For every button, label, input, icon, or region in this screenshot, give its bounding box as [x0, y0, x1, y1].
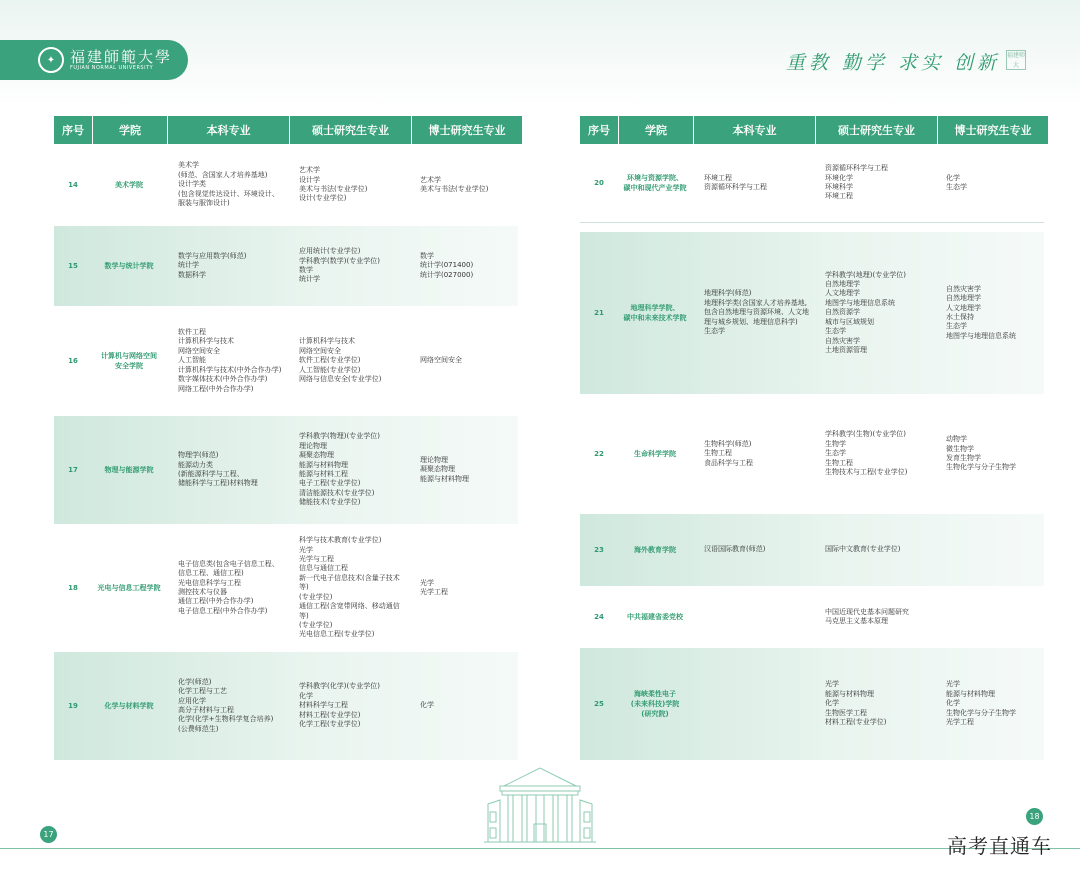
major-item: 数字媒体技术(中外合作办学): [178, 375, 268, 384]
table-row: [580, 144, 1044, 223]
major-item: 理与城乡规划、地理信息科学): [704, 317, 798, 326]
major-item: 学科教学(数学)(专业学位): [299, 256, 380, 265]
major-item: 生态学: [946, 183, 967, 191]
masters-majors-list: [287, 524, 408, 652]
row-seq-number: 25: [594, 700, 604, 708]
major-item: 国际中文教育(专业学位): [825, 545, 901, 554]
major-item: 学科教学(物理)(专业学位): [299, 432, 380, 441]
masters-majors-list: [813, 586, 934, 648]
major-item: 艺术学: [299, 166, 320, 175]
major-item: 美术与书法(专业学位): [299, 185, 368, 193]
col-header-masters: 硕士研究生专业: [290, 116, 412, 144]
doctoral-majors-list: [934, 586, 1044, 648]
major-item: 化学工程与工艺: [178, 687, 227, 696]
col-header-college: 学院: [619, 116, 694, 144]
col-header-doctoral: 博士研究生专业: [412, 116, 522, 144]
college-name-line: (研究院): [641, 710, 669, 718]
major-item: 自然地理学: [825, 280, 860, 289]
row-seq-number: 17: [68, 466, 78, 474]
row-college-name: [92, 226, 166, 306]
major-item: 清洁能源技术(专业学位): [299, 488, 375, 497]
doctoral-majors-list: [408, 144, 518, 226]
major-item: 生物医学工程: [825, 708, 867, 717]
major-item: 新一代电子信息技术(含量子技术等): [299, 573, 400, 592]
row-college-name: [618, 144, 692, 222]
row-seq-number: 19: [68, 702, 78, 710]
table-row: [54, 306, 518, 417]
table-header: [580, 116, 1044, 144]
undergrad-majors-list: [166, 144, 287, 226]
table-row: [580, 514, 1044, 586]
majors-table-left: [54, 116, 518, 733]
college-name-line: 数学与统计学院: [104, 262, 154, 270]
major-item: 人文地理学: [825, 289, 860, 298]
major-item: 计算机科学与技术: [178, 337, 234, 346]
doctoral-majors-list: [934, 514, 1044, 586]
major-item: 人文地理学: [946, 303, 981, 312]
row-seq-number: 23: [594, 546, 604, 554]
major-item: 通信工程(含宽带网络、移动通信等): [299, 602, 400, 620]
masters-majors-list: [813, 232, 934, 394]
major-item: 生物学: [825, 439, 846, 448]
major-item: 学科教学(化学)(专业学位): [299, 682, 380, 691]
masters-majors-list: [287, 144, 408, 226]
doctoral-majors-list: [408, 226, 518, 306]
row-seq-number: 20: [594, 179, 604, 187]
row-college-name: [92, 416, 166, 524]
building-illustration: [484, 764, 596, 848]
col-header-college: 学院: [93, 116, 168, 144]
major-item: 网络空间安全: [420, 356, 462, 365]
major-item: 能源与材料物理: [946, 689, 995, 698]
major-item: (包含视觉传达设计、环境设计、: [178, 189, 279, 198]
major-item: 能源与材料物理: [420, 474, 469, 483]
college-name-line: 环境与资源学院、: [627, 174, 683, 182]
college-name-line: 光电与信息工程学院: [97, 584, 161, 592]
college-name-line: 化学与材料学院: [104, 702, 154, 710]
major-item: 生态学: [825, 449, 846, 458]
college-name-line: 地理科学学院、: [630, 304, 680, 312]
table-row: [54, 652, 518, 760]
major-item: 信息与通信工程: [299, 564, 348, 573]
masters-majors-list: [813, 144, 934, 222]
major-item: 光学: [299, 545, 313, 554]
undergrad-majors-list: [692, 394, 813, 514]
major-item: 凝聚态物理: [420, 465, 455, 474]
major-item: 发育生物学: [946, 454, 981, 462]
major-item: 光学: [825, 680, 839, 689]
major-item: 光学: [946, 680, 960, 689]
major-item: (专业学位): [299, 592, 333, 601]
major-item: 能源与材料物理: [825, 689, 874, 698]
major-item: 化学(化学+生物科学复合培养): [178, 715, 274, 724]
major-item: 美术学: [178, 161, 199, 170]
major-item: 材料工程(专业学位): [825, 718, 887, 727]
table-row: [54, 524, 518, 653]
major-item: 网络与信息安全(专业学位): [299, 375, 382, 384]
row-college-name: [92, 144, 166, 226]
col-header-masters: 硕士研究生专业: [816, 116, 938, 144]
major-item: 网络空间安全: [178, 346, 220, 355]
undergrad-majors-list: [692, 144, 813, 222]
major-item: (公费师范生): [178, 724, 219, 733]
major-item: (专业学位): [299, 620, 333, 629]
majors-table-right: [580, 116, 1044, 727]
doctoral-majors-list: [934, 232, 1044, 394]
major-item: 通信工程(中外合作办学): [178, 597, 254, 606]
college-name-line: 物理与能源学院: [104, 466, 154, 474]
doctoral-majors-list: [408, 416, 518, 524]
major-item: 土地资源管理: [825, 345, 867, 354]
row-college-name: [618, 232, 692, 394]
table-row: [580, 586, 1044, 649]
footer-divider: [0, 848, 1080, 849]
major-item: 软件工程(专业学位): [299, 356, 361, 365]
page-number-left: 17: [40, 826, 57, 843]
major-item: (师范、含国家人才培养基地): [178, 170, 268, 179]
major-item: 美术与书法(专业学位): [420, 185, 489, 193]
major-item: 学科教学(地理)(专业学位): [825, 270, 906, 279]
major-item: 高分子材料与工程: [178, 706, 234, 714]
row-college-name: [92, 306, 166, 416]
row-college-name: [618, 586, 692, 648]
row-college-name: [618, 514, 692, 586]
major-item: (新能源科学与工程、: [178, 470, 244, 478]
row-seq-number: 15: [68, 262, 78, 270]
major-item: 生物化学与分子生物学: [946, 708, 1016, 717]
row-college-name: [92, 652, 166, 760]
undergrad-majors-list: [692, 586, 813, 648]
major-item: 计算机科学与技术(中外合作办学): [178, 365, 282, 374]
major-item: 设计(专业学位): [299, 194, 347, 203]
college-name-line: 美术学院: [115, 181, 143, 189]
major-item: 环境工程: [825, 192, 853, 201]
major-item: 艺术学: [420, 175, 441, 184]
major-item: 生态学: [704, 327, 725, 336]
undergrad-majors-list: [166, 652, 287, 760]
row-seq-number: 21: [594, 309, 604, 317]
college-name-line: 计算机与网络空间: [101, 352, 157, 360]
major-item: 电子工程(专业学位): [299, 479, 361, 488]
major-item: 化学: [946, 699, 960, 708]
major-item: 环境科学: [825, 183, 853, 191]
row-college-name: [92, 524, 166, 652]
major-item: 人工智能(专业学位): [299, 365, 361, 374]
major-item: 自然地理学: [946, 294, 981, 303]
major-item: 自然资源学: [825, 308, 860, 317]
major-item: 光电信息工程(专业学位): [299, 630, 375, 639]
major-item: 生物技术与工程(专业学位): [825, 468, 908, 477]
major-item: 能源与材料物理: [299, 460, 348, 469]
major-item: 地图学与地理信息系统: [946, 331, 1016, 340]
undergrad-majors-list: [692, 648, 813, 760]
major-item: 生物工程: [825, 458, 853, 467]
major-item: 数学与应用数学(师范): [178, 251, 247, 260]
table-row: [54, 226, 518, 306]
col-header-seq: 序号: [54, 116, 93, 144]
major-item: 中国近现代史基本问题研究: [825, 607, 909, 616]
major-item: 理论物理: [420, 455, 448, 464]
doctoral-majors-list: [408, 524, 518, 652]
major-item: 人工智能: [178, 356, 206, 365]
major-item: 微生物学: [946, 444, 974, 453]
major-item: 软件工程: [178, 328, 206, 337]
major-item: 网络空间安全: [299, 346, 341, 355]
row-seq-number: 14: [68, 181, 78, 189]
masters-majors-list: [813, 514, 934, 586]
major-item: 汉语国际教育(师范): [704, 545, 766, 554]
major-item: 地理科学(师范): [704, 289, 752, 298]
major-item: 地图学与地理信息系统: [825, 298, 895, 307]
college-name-line: 海外教育学院: [634, 546, 676, 554]
major-item: 材料工程(专业学位): [299, 710, 361, 719]
major-item: 化学: [825, 699, 839, 708]
undergrad-majors-list: [166, 524, 287, 652]
doctoral-majors-list: [408, 306, 518, 416]
major-item: 能源与材料工程: [299, 470, 348, 478]
seal-stamp: 福建师大: [1007, 52, 1026, 69]
table-row: [580, 232, 1044, 394]
major-item: 化学(师范): [178, 677, 212, 686]
university-motto: 重教 勤学 求实 创新: [785, 52, 1000, 74]
col-header-undergrad: 本科专业: [168, 116, 290, 144]
major-item: 生物工程: [704, 449, 732, 458]
row-college-name: [618, 648, 692, 760]
major-item: 应用化学: [178, 696, 206, 705]
major-item: 光学: [420, 578, 434, 587]
table-row: [54, 416, 518, 524]
masters-majors-list: [287, 652, 408, 760]
major-item: 服装与服饰设计): [178, 199, 230, 208]
major-item: 数据科学: [178, 270, 206, 279]
table-header: [54, 116, 518, 144]
major-item: 理论物理: [299, 441, 327, 450]
doctoral-majors-list: [934, 394, 1044, 514]
major-item: 城市与区域规划: [825, 317, 874, 326]
major-item: 统计学: [178, 261, 199, 270]
major-item: 资源循环科学与工程: [825, 164, 888, 173]
college-name-line: 中共福建省委党校: [627, 613, 683, 621]
table-row: [54, 144, 518, 227]
major-item: 马克思主义基本原理: [825, 617, 888, 625]
watermark-text: 高考直通车: [947, 834, 1052, 858]
major-item: 地理科学类(含国家人才培养基地,: [704, 298, 807, 307]
undergrad-majors-list: [166, 306, 287, 416]
row-seq-number: 22: [594, 450, 604, 458]
major-item: 光电信息科学与工程: [178, 578, 241, 587]
row-seq-number: 24: [594, 613, 604, 621]
table-row: [580, 648, 1044, 760]
university-emblem-icon: ✦: [38, 47, 64, 73]
major-item: 光学工程: [946, 718, 974, 727]
major-item: 计算机科学与技术: [299, 337, 355, 346]
major-item: 环境工程: [704, 173, 732, 182]
college-name-line: 海峡柔性电子: [634, 690, 676, 698]
masters-majors-list: [287, 416, 408, 524]
major-item: 化学: [299, 691, 313, 700]
masters-majors-list: [287, 306, 408, 416]
university-name-en: FUJIAN NORMAL UNIVERSITY: [70, 64, 154, 71]
major-item: 能源动力类: [178, 460, 213, 469]
masters-majors-list: [287, 226, 408, 306]
col-header-doctoral: 博士研究生专业: [938, 116, 1048, 144]
college-name-line: (未来科技)学院: [630, 700, 680, 708]
major-item: 测控技术与仪器: [178, 588, 227, 596]
major-item: 包含自然地理与资源环境、人文地: [704, 308, 809, 317]
major-item: 生物科学(师范): [704, 439, 752, 448]
major-item: 环境化学: [825, 173, 853, 182]
major-item: 统计学(027000): [420, 270, 474, 279]
major-item: 数学: [420, 251, 434, 260]
major-item: 材料科学与工程: [299, 701, 348, 710]
major-item: 统计学: [299, 275, 320, 284]
major-item: 应用统计(专业学位): [299, 247, 361, 256]
row-college-name: [618, 394, 692, 514]
masters-majors-list: [813, 394, 934, 514]
university-name: 福建師範大學: [70, 47, 173, 66]
major-item: 化学: [946, 173, 960, 182]
major-item: 光学工程: [420, 588, 448, 596]
college-name-line: 碳中和未来技术学院: [623, 314, 687, 322]
major-item: 电子信息工程(中外合作办学): [178, 606, 268, 615]
undergrad-majors-list: [166, 226, 287, 306]
major-item: 网络工程(中外合作办学): [178, 384, 254, 393]
college-name-line: 生命科学学院: [634, 450, 676, 458]
major-item: 生物化学与分子生物学: [946, 463, 1016, 472]
major-item: 生态学: [946, 322, 967, 331]
major-item: 化学: [420, 701, 434, 710]
doctoral-majors-list: [408, 652, 518, 760]
major-item: 储能科学与工程)材料物理: [178, 479, 258, 488]
major-item: 数学: [299, 266, 313, 274]
college-name-line: 碳中和现代产业学院: [623, 184, 687, 192]
major-item: 凝聚态物理: [299, 451, 334, 460]
major-item: 统计学(071400): [420, 261, 474, 270]
undergrad-majors-list: [692, 232, 813, 394]
undergrad-majors-list: [166, 416, 287, 524]
major-item: 光学与工程: [299, 555, 334, 564]
major-item: 动物学: [946, 435, 967, 444]
major-item: 水土保持: [946, 313, 974, 321]
college-name-line: 安全学院: [115, 362, 143, 370]
major-item: 化学工程(专业学位): [299, 720, 361, 729]
major-item: 科学与技术教育(专业学位): [299, 536, 382, 545]
major-item: 物理学(师范): [178, 451, 219, 460]
major-item: 学科教学(生物)(专业学位): [825, 430, 906, 439]
major-item: 设计学: [299, 175, 320, 184]
page-number-right: 18: [1026, 808, 1043, 825]
major-item: 电子信息类(包含电子信息工程、: [178, 559, 279, 568]
major-item: 信息工程、通信工程): [178, 569, 244, 578]
undergrad-majors-list: [692, 514, 813, 586]
table-row: [580, 394, 1044, 515]
col-header-seq: 序号: [580, 116, 619, 144]
masters-majors-list: [813, 648, 934, 760]
university-logo: [0, 40, 188, 80]
major-item: 资源循环科学与工程: [704, 183, 767, 191]
doctoral-majors-list: [934, 648, 1044, 760]
major-item: 设计学类: [178, 180, 206, 189]
major-item: 自然灾害学: [825, 336, 860, 345]
major-item: 自然灾害学: [946, 284, 981, 293]
major-item: 储能技术(专业学位): [299, 498, 361, 507]
major-item: 食品科学与工程: [704, 458, 753, 467]
major-item: 生态学: [825, 327, 846, 336]
row-seq-number: 18: [68, 584, 78, 592]
row-seq-number: 16: [68, 357, 78, 365]
col-header-undergrad: 本科专业: [694, 116, 816, 144]
doctoral-majors-list: [934, 144, 1044, 222]
